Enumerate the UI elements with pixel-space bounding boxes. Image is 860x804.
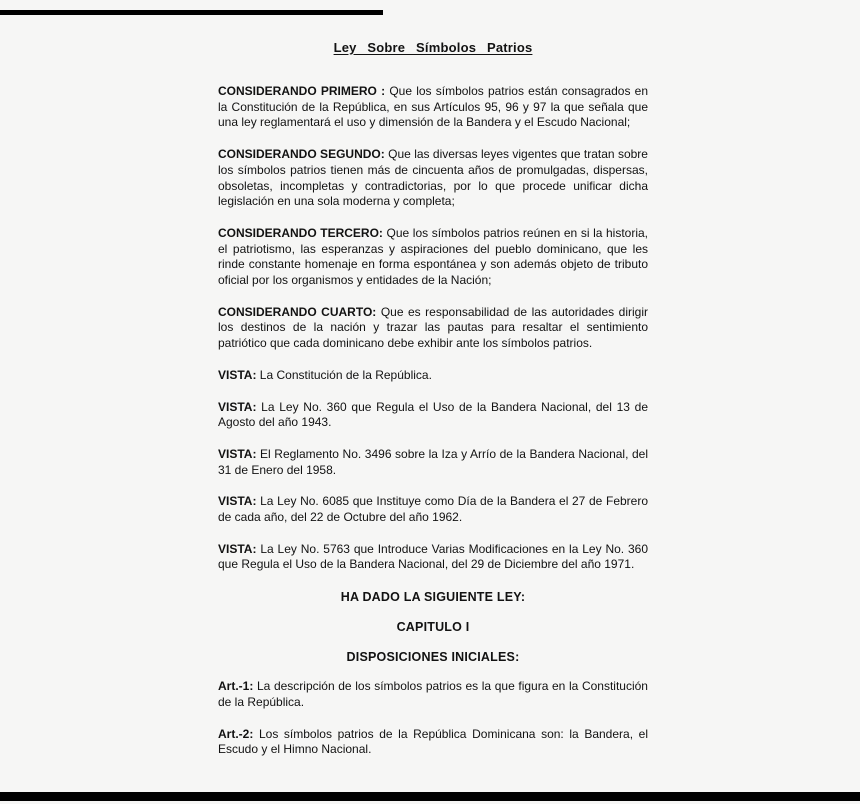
vista-3-label: VISTA:: [218, 446, 257, 461]
vista-1-text: La Constitución de la República.: [259, 367, 432, 382]
heading-capitulo-1: CAPITULO I: [396, 620, 470, 635]
paragraph-considerando-segundo: [218, 147, 648, 210]
paragraph-vista-ley-6085: [218, 494, 648, 525]
vista-4-label: VISTA:: [218, 494, 257, 509]
vista-2-text: La Ley No. 360 que Regula el Uso de la Bandera Nacional, del 13 de Agosto del año 1943.: [218, 399, 648, 430]
considerando-tercero-label: CONSIDERANDO TERCERO:: [218, 225, 383, 240]
heading-disposiciones-iniciales: DISPOSICIONES INICIALES:: [346, 650, 520, 665]
considerando-primero-text: Que los símbolos patrios están consagrados en la Constitución de la República, en sus Artículos 95, 96 y 97 la que señala que una ley reglamentará el uso y dimensión de la Bandera y el Escudo Nacional;: [218, 84, 649, 130]
vista-3-text: El Reglamento No. 3496 sobre la Iza y Arrío de la Bandera Nacional, del 31 de Enero del 1958.: [218, 446, 648, 477]
vista-2-label: VISTA:: [218, 399, 257, 414]
vista-4-text: La Ley No. 6085 que Instituye como Día de la Bandera el 27 de Febrero de cada año, del 22 de Octubre del año 1962.: [218, 494, 649, 525]
vista-5-label: VISTA:: [218, 541, 257, 556]
paragraph-considerando-cuarto: [218, 305, 648, 352]
vista-1-label: VISTA:: [218, 367, 257, 382]
document-title-text: Ley Sobre Símbolos Patrios: [333, 40, 533, 55]
considerando-cuarto-label: CONSIDERANDO CUARTO:: [218, 304, 377, 319]
considerando-primero-label: CONSIDERANDO PRIMERO :: [218, 84, 386, 98]
considerando-cuarto-text: Que es responsabilidad de las autoridades dirigir los destinos de la nación y trazar las pautas para resaltar el sentimiento patriótico que cada dominicano debe exhibir ante los símbolos patrios.: [218, 304, 648, 351]
document-title: [218, 40, 648, 55]
vista-5-text: La Ley No. 5763 que Introduce Varias Modificaciones en la Ley No. 360 que Regula el Uso de la Bandera Nacional, del 29 de Diciembre del año 1971.: [218, 541, 648, 572]
heading-ha-dado-la-siguiente-ley: HA DADO LA SIGUIENTE LEY:: [340, 590, 526, 605]
considerando-tercero-text: Que los símbolos patrios reúnen en si la historia, el patriotismo, las esperanzas y aspiraciones del pueblo dominicano, que les rinde constante homenaje en forma espontánea y son además objeto de tributo oficial por los organismos y entidades de la Nación;: [218, 225, 649, 288]
paragraph-considerando-tercero: [218, 226, 648, 289]
articulo-2-label: Art.-2:: [218, 726, 254, 741]
considerando-segundo-label: CONSIDERANDO SEGUNDO:: [218, 147, 385, 162]
articulo-2-text: Los símbolos patrios de la República Dominicana son: la Bandera, el Escudo y el Himno Nacional.: [218, 726, 648, 757]
articulo-1-text: La descripción de los símbolos patrios es la que figura en la Constitución de la República.: [218, 679, 648, 709]
paragraph-articulo-1: [218, 679, 648, 710]
paragraph-articulo-2: [218, 727, 648, 758]
paragraph-vista-ley-360: [218, 400, 648, 431]
document-body: [218, 40, 648, 774]
articulo-1-label: Art.-1:: [218, 679, 254, 694]
paragraph-vista-ley-5763: [218, 542, 648, 573]
paragraph-considerando-primero: [218, 84, 648, 131]
paragraph-vista-constitucion: [218, 368, 648, 384]
scan-artifact-bottom-bar: [0, 792, 860, 801]
paragraph-vista-reglamento-3496: [218, 447, 648, 478]
scan-artifact-top-bar: [0, 10, 383, 15]
considerando-segundo-text: Que las diversas leyes vigentes que tratan sobre los símbolos patrios tienen más de cincuenta años de promulgadas, dispersas, obsoletas, incompletas y contradictorias, por lo que procede unificar dicha legislación en una sola moderna y completa;: [218, 147, 648, 209]
